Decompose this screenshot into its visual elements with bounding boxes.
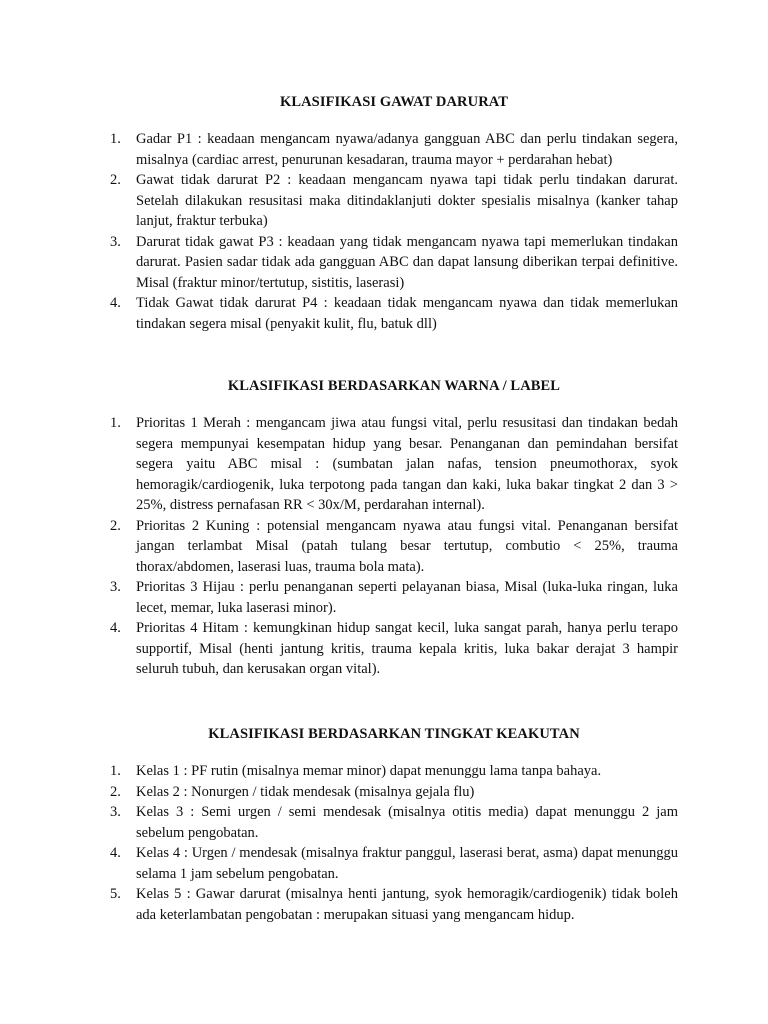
item-text: Prioritas 4 Hitam : kemungkinan hidup sangat kecil, luka sangat parah, hanya perlu terapo supportif, Misal (henti jantung kritis, trauma kepala kritis, luka bakar derajat 3 hampir seluruh tubuh, dan kerusakan organ vital). [136,620,678,677]
item-number: 4. [110,845,121,861]
section-gawat-darurat [110,92,678,334]
item-number: 5. [110,886,121,902]
list-item [110,293,678,334]
item-number: 2. [110,172,121,188]
item-list [110,413,678,680]
list-item [110,129,678,170]
list-item [110,170,678,232]
item-number: 1. [110,131,121,147]
item-number: 1. [110,415,121,431]
section-warna-label [110,376,678,680]
list-item [110,802,678,843]
list-item [110,577,678,618]
item-number: 2. [110,517,121,534]
list-item [110,618,678,680]
item-text: Kelas 3 : Semi urgen / semi mendesak (misalnya otitis media) dapat menunggu 2 jam sebelum pengobatan. [136,804,678,841]
section-heading: KLASIFIKASI BERDASARKAN WARNA / LABEL [227,378,561,394]
list-item [110,884,678,925]
item-number: 4. [110,620,121,636]
list-item [110,413,678,516]
item-text: Darurat tidak gawat P3 : keadaan yang tidak mengancam nyawa tapi memerlukan tindakan darurat. Pasien sadar tidak ada gangguan ABC dan dapat lansung diberikan terpai definitive. Misal (fraktur minor/tertutup, sistitis, laserasi) [136,233,678,291]
section-tingkat-keakutan [110,724,678,925]
item-text: Gadar P1 : keadaan mengancam nyawa/adanya gangguan ABC dan perlu tindakan segera, misalnya (cardiac arrest, penurunan kesadaran, trauma mayor + perdarahan hebat) [136,131,678,168]
list-item [110,782,678,803]
item-number: 1. [110,763,121,779]
item-number: 2. [110,783,121,800]
section-heading: KLASIFIKASI BERDASARKAN TINGKAT KEAKUTAN [208,726,580,742]
list-item [110,232,678,294]
item-number: 3. [110,233,121,250]
item-text: Kelas 2 : Nonurgen / tidak mendesak (misalnya gejala flu) [136,783,475,800]
item-text: Gawat tidak darurat P2 : keadaan mengancam nyawa tapi tidak perlu tindakan darurat. Setelah dilakukan resusitasi maka ditindaklanjuti dokter spesialis misalnya (kanker tahap lanjut, fraktur terbuka) [136,172,678,229]
list-item [110,761,678,782]
item-text: Prioritas 2 Kuning : potensial mengancam nyawa atau fungsi vital. Penanganan bersifat jangan terlambat Misal (patah tulang besar tertutup, combutio < 25%, trauma thorax/abdomen, laserasi luas, trauma bola mata). [136,517,678,575]
item-text: Tidak Gawat tidak darurat P4 : keadaan tidak mengancam nyawa dan tidak memerlukan tindakan segera misal (penyakit kulit, flu, batuk dll) [136,295,678,332]
item-number: 4. [110,295,121,311]
item-number: 3. [110,579,121,595]
item-text: Kelas 4 : Urgen / mendesak (misalnya fraktur panggul, laserasi berat, asma) dapat menunggu selama 1 jam sebelum pengobatan. [136,845,678,882]
item-text: Prioritas 1 Merah : mengancam jiwa atau fungsi vital, perlu resusitasi dan tindakan bedah segera mempunyai kesempatan hidup yang besar. Penanganan dan pemindahan bersifat segera yaitu ABC misal : (sumbatan jalan nafas, tension pneumothorax, syok hemoragik/cardiogenik, luka terpotong pada tangan dan kaki, luka bakar tingkat 2 dan 3 > 25%, distress pernafasan RR < 30x/M, perdarahan internal). [136,415,678,513]
list-item [110,843,678,884]
item-number: 3. [110,804,121,820]
item-list [110,761,678,925]
item-text: Kelas 1 : PF rutin (misalnya memar minor) dapat menunggu lama tanpa bahaya. [136,763,602,779]
item-list [110,129,678,334]
list-item [110,516,678,578]
item-text: Prioritas 3 Hijau : perlu penanganan seperti pelayanan biasa, Misal (luka-luka ringan, luka lecet, memar, luka laserasi minor). [136,579,678,616]
item-text: Kelas 5 : Gawar darurat (misalnya henti jantung, syok hemoragik/cardiogenik) tidak boleh ada keterlambatan pengobatan : merupakan situasi yang mengancam hidup. [136,886,678,923]
section-heading: KLASIFIKASI GAWAT DARURAT [279,94,509,110]
